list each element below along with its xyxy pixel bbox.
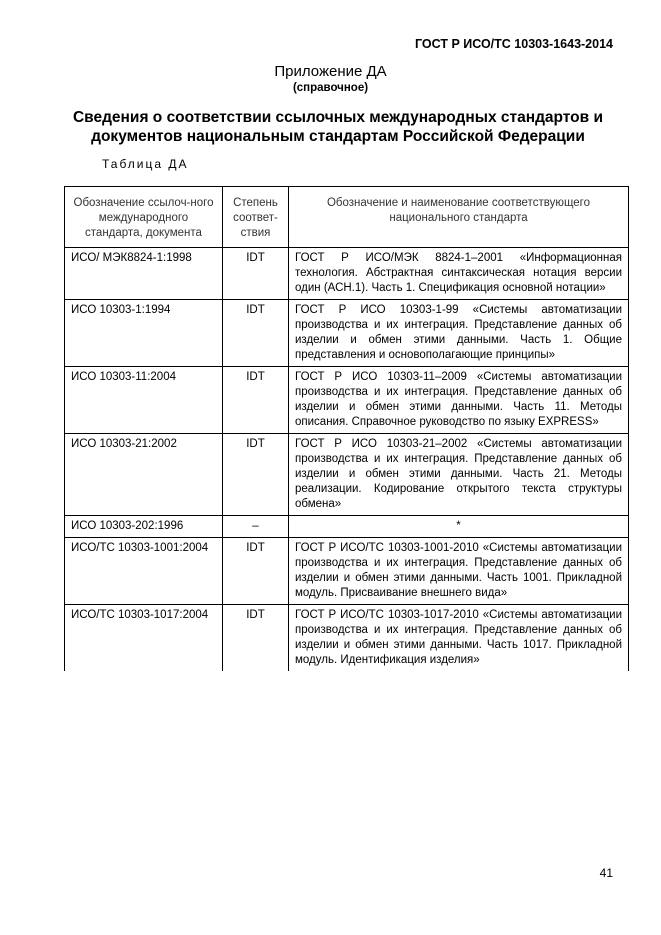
appendix-subtitle: (справочное) [292, 82, 369, 94]
document-code: ГОСТ Р ИСО/ТС 10303-1643-2014 [414, 37, 613, 51]
column-header-reference: Обозначение ссылоч-ного международного стандарта, документа [65, 187, 223, 248]
degree-cell: – [223, 516, 289, 538]
national-standard-cell: * [289, 516, 629, 538]
degree-cell: IDT [223, 434, 289, 516]
reference-standard-cell: ИСО/ МЭК8824-1:1998 [65, 248, 223, 300]
table-row [65, 538, 629, 605]
degree-cell: IDT [223, 300, 289, 367]
standards-correspondence-table [64, 186, 629, 671]
reference-standard-cell: ИСО/ТС 10303-1017:2004 [65, 605, 223, 672]
national-standard-cell: ГОСТ Р ИСО/МЭК 8824-1–2001 «Информационная технология. Абстрактная синтаксическая нотация версии один (АСН.1). Часть 1. Спецификация основной нотации» [289, 248, 629, 300]
reference-standard-cell: ИСО 10303-202:1996 [65, 516, 223, 538]
table-row [65, 367, 629, 434]
table-row [65, 516, 629, 538]
national-standard-cell: ГОСТ Р ИСО 10303-1-99 «Системы автоматизации производства и их интеграция. Представление данных об изделии и обмен этими данными. Часть 1. Общие представления и основополагающие принципы» [289, 300, 629, 367]
reference-standard-cell: ИСО 10303-11:2004 [65, 367, 223, 434]
reference-standard-cell: ИСО 10303-1:1994 [65, 300, 223, 367]
column-header-national: Обозначение и наименование соответствующего национального стандарта [289, 187, 629, 248]
national-standard-cell: ГОСТ Р ИСО 10303-11–2009 «Системы автоматизации производства и их интеграция. Представление данных об изделии и обмен этими данными. Часть 11. Методы описания. Справочное руководство по языку EXPRESS» [289, 367, 629, 434]
table-row [65, 434, 629, 516]
reference-standard-cell: ИСО/ТС 10303-1001:2004 [65, 538, 223, 605]
reference-standard-cell: ИСО 10303-21:2002 [65, 434, 223, 516]
degree-cell: IDT [223, 538, 289, 605]
table-row [65, 300, 629, 367]
table-row [65, 248, 629, 300]
section-heading: Сведения о соответствии ссылочных международных стандартов и документов национальным стандартам Российской Федерации [72, 109, 604, 145]
appendix-title: Приложение ДА [274, 63, 387, 80]
page-number: 41 [599, 866, 613, 880]
national-standard-cell: ГОСТ Р ИСО 10303-21–2002 «Системы автоматизации производства и их интеграция. Представление данных об изделии и обмен этими данными. Часть 21. Методы реализации. Кодирование открытого текста структуры обмена» [289, 434, 629, 516]
degree-cell: IDT [223, 248, 289, 300]
column-header-degree: Степень соответ-ствия [223, 187, 289, 248]
national-standard-cell: ГОСТ Р ИСО/ТС 10303-1001-2010 «Системы автоматизации производства и их интеграция. Представление данных об изделии и обмен этими данными. Часть 1001. Прикладной модуль. Присваивание внешнего вида» [289, 538, 629, 605]
national-standard-cell: ГОСТ Р ИСО/ТС 10303-1017-2010 «Системы автоматизации производства и их интеграция. Представление данных об изделии и обмен этими данными. Часть 1017. Прикладной модуль. Идентификация изделия» [289, 605, 629, 672]
table-header-row [65, 187, 629, 248]
degree-cell: IDT [223, 367, 289, 434]
degree-cell: IDT [223, 605, 289, 672]
table-row [65, 605, 629, 672]
table-caption: Таблица ДА [102, 157, 189, 171]
